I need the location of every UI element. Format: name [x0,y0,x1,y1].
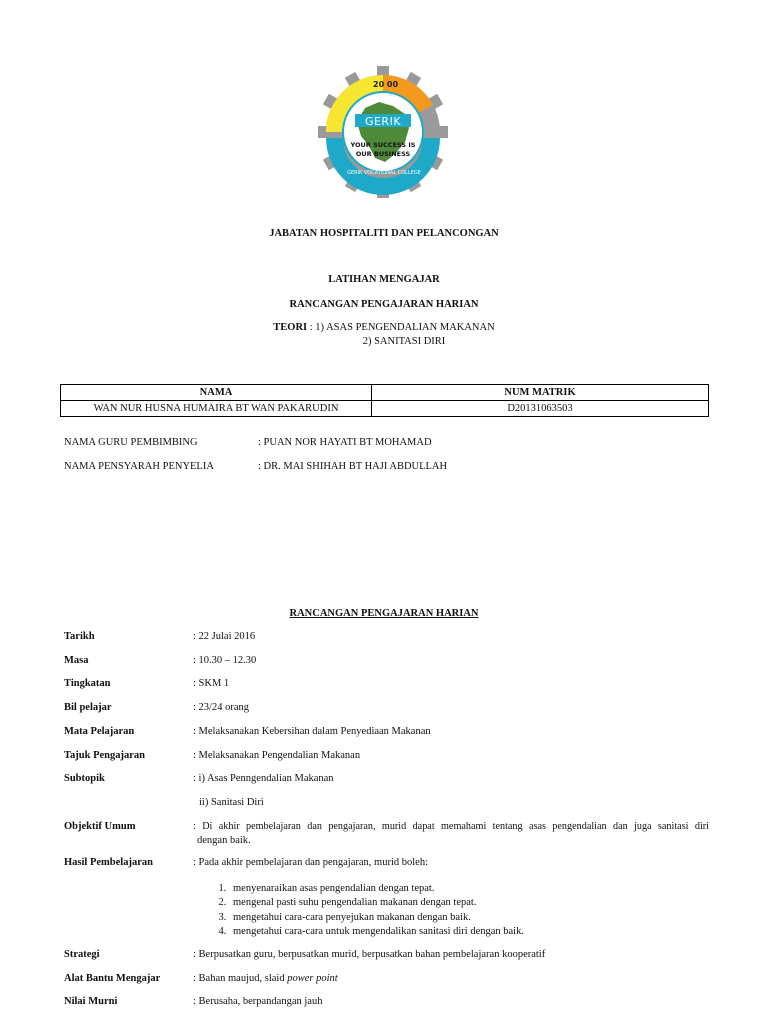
student-name: WAN NUR HUSNA HUMAIRA BT WAN PAKARUDIN [61,401,372,417]
strategi-value: : Berpusatkan guru, berpusatkan murid, berpusatkan bahan pembelajaran kooperatif [193,949,546,960]
guru-label: NAMA GURU PEMBIMBING [64,437,198,448]
masa-label: Masa [64,655,89,666]
teori-line-2: 2) SANITASI DIRI [362,336,446,347]
list-item: 4. mengetahui cara-cara untuk mengendalikan sanitasi diri dengan baik. [229,925,524,939]
nilai-label: Nilai Murni [64,996,118,1007]
plan-heading: RANCANGAN PENGAJARAN HARIAN [289,608,479,619]
hasil-value: : Pada akhir pembelajaran dan pengajaran, murid boleh: [193,857,428,868]
department-title: JABATAN HOSPITALITI DAN PELANCONGAN [269,228,499,239]
student-matrik: D20131063503 [372,401,709,417]
subtopik-value-2: ii) Sanitasi Diri [199,797,264,808]
logo-ring-text: GERIK VOCATIONAL COLLEGE [347,170,421,176]
tajuk-value: : Melaksanakan Pengendalian Makanan [193,750,361,761]
strategi-label: Strategi [64,949,100,960]
bil-label: Bil pelajar [64,702,112,713]
teori-label: TEORI [273,322,308,333]
table-header-matrik: NUM MATRIK [372,385,709,401]
list-item: 3. mengetahui cara-cara penyejukan makanan dengan baik. [229,911,524,925]
college-logo [318,66,448,198]
list-item: 2. mengenal pasti suhu pengendalian makanan dengan tepat. [229,896,524,910]
alat-label: Alat Bantu Mengajar [64,973,161,984]
pensyarah-value: : DR. MAI SHIHAH BT HAJI ABDULLAH [258,461,448,472]
list-item: 1. menyenaraikan asas pengendalian dengan tepat. [229,882,524,896]
tarikh-label: Tarikh [64,631,95,642]
mata-value: : Melaksanakan Kebersihan dalam Penyediaan Makanan [193,726,431,737]
outcomes-list [211,882,524,939]
alat-italic: power point [287,973,338,984]
teori-line-1 [0,322,768,333]
table-row [61,401,709,417]
tajuk-label: Tajuk Pengajaran [64,750,146,761]
hasil-label: Hasil Pembelajaran [64,857,153,868]
tingkatan-label: Tingkatan [64,678,111,689]
logo-year: 20 00 [373,80,399,89]
alat-value [193,973,338,984]
pensyarah-label: NAMA PENSYARAH PENYELIA [64,461,214,472]
nilai-value: : Berusaha, berpandangan jauh [193,996,323,1007]
subtopik-label: Subtopik [64,773,105,784]
teori-text-1: : 1) ASAS PENGENDALIAN MAKANAN [307,322,495,333]
title-latihan: LATIHAN MENGAJAR [328,274,440,285]
logo-brand: GERIK [364,115,402,128]
logo-slogan-2: OUR BUSINESS [355,150,411,158]
objektif-label: Objektif Umum [64,821,136,832]
table-header-nama: NAMA [61,385,372,401]
bil-value: : 23/24 orang [193,702,249,713]
subtopik-value-1: : i) Asas Penngendalian Makanan [193,773,334,784]
alat-text: : Bahan maujud, slaid [193,973,288,984]
tarikh-value: : 22 Julai 2016 [193,631,256,642]
masa-value: : 10.30 – 12.30 [193,655,257,666]
tingkatan-value: : SKM 1 [193,678,230,689]
guru-value: : PUAN NOR HAYATI BT MOHAMAD [258,437,432,448]
table-header-row [61,385,709,401]
objektif-value-1: : Di akhir pembelajaran dan pengajaran, murid dapat memahami tentang asas pengendalian dan juga sanitasi diri [193,821,709,832]
title-rph: RANCANGAN PENGAJARAN HARIAN [289,299,479,310]
logo-slogan-1: YOUR SUCCESS IS [350,141,416,149]
objektif-value-2: dengan baik. [197,835,251,846]
student-table [60,384,709,417]
mata-label: Mata Pelajaran [64,726,135,737]
